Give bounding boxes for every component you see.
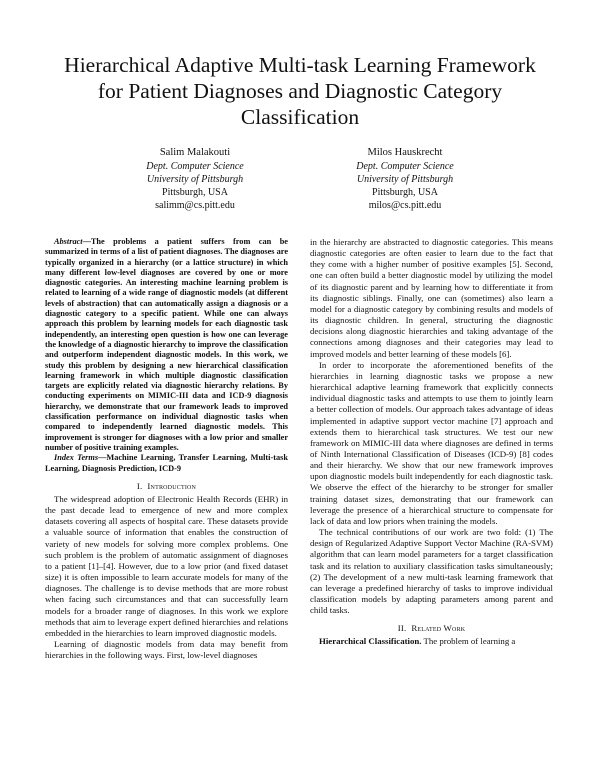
section-title: Introduction [147,480,197,491]
index-terms-text: —Machine Learning, Transfer Learning, Multi-task Learning, Diagnosis Prediction, ICD-9 [45,453,289,473]
abstract-text: —The problems a patient suffers from can be summarized in terms of a list of patient diagnoses. The diagnoses are typically organized in a hierarchy (or a lattice structure) in which many different low-level diagnoses are covered by one or more diagnostic categories. An interesting machine learning problem is related to learning of a wide range of diagnostic models (at different levels of abstraction) that can automatically assign a diagnosis or a diagnostic category to a specific patient. While one can always approach this problem by learning models for each diagnostic task independently, an interesting open question is how one can leverage the knowledge of a diagnostic hierarchy to improve the classification and outperform independent diagnostic models. In this work, we study this problem by designing a new hierarchical classification learning framework in which multiple diagnostic classification targets are explicitly related via diagnostic hierarchy relations. By conducting experiments on MIMIC-III data and ICD-9 diagnosis hierarchy, we demonstrate that our framework leads to improved classification performance on individual diagnostic tasks when compared to independently learned diagnostic models. This improvement is stronger for diagnoses with a low prior and smaller number of positive training examples. [45,237,288,452]
left-column [45,237,288,661]
index-terms-lead: Index Terms [54,453,99,463]
author-email: milos@cs.pitt.edu [368,200,442,211]
body-paragraph: In order to incorporate the aforementioned benefits of the hierarchies in learning diagnostic tasks we propose a new hierarchical adaptive learning framework that explicitly connects individual diagnostic tasks and attempts to use them to jointly learn a better collection of models. Our approach takes advantage of ideas implemented in adaptive support vector machine [7] approach and extends them to hierarchical task structures. We test our new framework on MIMIC-III data where diagnoses are defined in terms of Ninth International Classification of Diseases (ICD-9) [8] codes and their hierarchy. We show that our new framework improves upon diagnostic models built independently for each diagnostic task. We observe the effect of the hierarchy to be stronger for smaller training dataset sizes, demonstrating that our framework can leverage the presence of a hierarchical structure to compensate for lack of data and low priors when training the models. [310,359,553,526]
author-block-2 [305,146,505,212]
author-email: salimm@cs.pitt.edu [155,200,235,211]
related-work-paragraph [310,636,553,647]
intro-paragraph-2: Learning of diagnostic models from data may benefit from hierarchies in the following ways. First, low-level diagnoses [45,639,288,661]
body-paragraph: The technical contributions of our work are two fold: (1) The design of Regularized Adaptive Support Vector Machine (RA-SVM) algorithm that can learn model parameters for a target classification task and its relation to auxiliary classification tasks simultaneously; (2) The development of a new multi-task learning framework that can leverage a predefined hierarchy of tasks to improve individual classification models by adapting parameters among parent and child tasks. [310,527,553,616]
section-heading-related-work [310,623,553,634]
runin-heading: Hierarchical Classification. [319,636,422,647]
author-dept: Dept. Computer Science [146,161,244,172]
intro-paragraph-1: The widespread adoption of Electronic Health Records (EHR) in the past decade lead to emergence of new and more complex datasets covering all aspects of hospital care. These datasets provide a valuable source of information that enables the construction of variety of new models for solving more complex problems. One such problem is the problem of automatic assignment of diagnoses to a patient [1]–[4]. However, due to a low prior (and fixed dataset size) it is often impossible to learn accurate models for many of the diagnoses. The challenge is to devise methods that are more robust when facing such circumstances and that can successfully learn models for a broader range of diagnoses. In this work we explore methods that aim to leverage expert defined hierarchies and relations embedded in the hierarchies to learn improved diagnostic models. [45,493,288,638]
paper-title: Hierarchical Adaptive Multi-task Learning Framework for Patient Diagnoses and Diagnostic Category Classification [64,53,536,129]
index-terms [45,453,288,474]
section-title: Related Work [411,623,466,634]
author-dept: Dept. Computer Science [356,161,454,172]
related-work-text: The problem of learning a [421,636,516,647]
author-name: Salim Malakouti [159,147,231,158]
author-name: Milos Hauskrecht [367,147,443,158]
abstract-lead: Abstract [54,237,83,246]
section-number: I. [136,480,143,491]
right-column [310,237,553,648]
author-block-1 [95,146,295,212]
author-location: Pittsburgh, USA [162,187,228,198]
body-paragraph-continued: in the hierarchy are abstracted to diagnostic categories. This means diagnostic categories are often easier to learn due to the fact that they come with a higher number of positive examples [5]. Second, one can often build a better diagnostic model by utilizing the model of its diagnostic parent and by learning how to differentiate it from its diagnostic siblings. Finally, one can (sometimes) also learn a model for a diagnostic category by combining results and models of its diagnostic children. In general, structuring the diagnostic decisions along diagnostic hierarchies and taking advantage of the connections among diagnoses and their categories may lead to improved models and better learning of these models [6]. [310,237,553,359]
section-heading-introduction [45,481,288,492]
author-location: Pittsburgh, USA [372,187,438,198]
section-number: II. [397,623,407,634]
author-university: University of Pittsburgh [146,174,244,185]
abstract [45,237,288,453]
author-university: University of Pittsburgh [356,174,454,185]
